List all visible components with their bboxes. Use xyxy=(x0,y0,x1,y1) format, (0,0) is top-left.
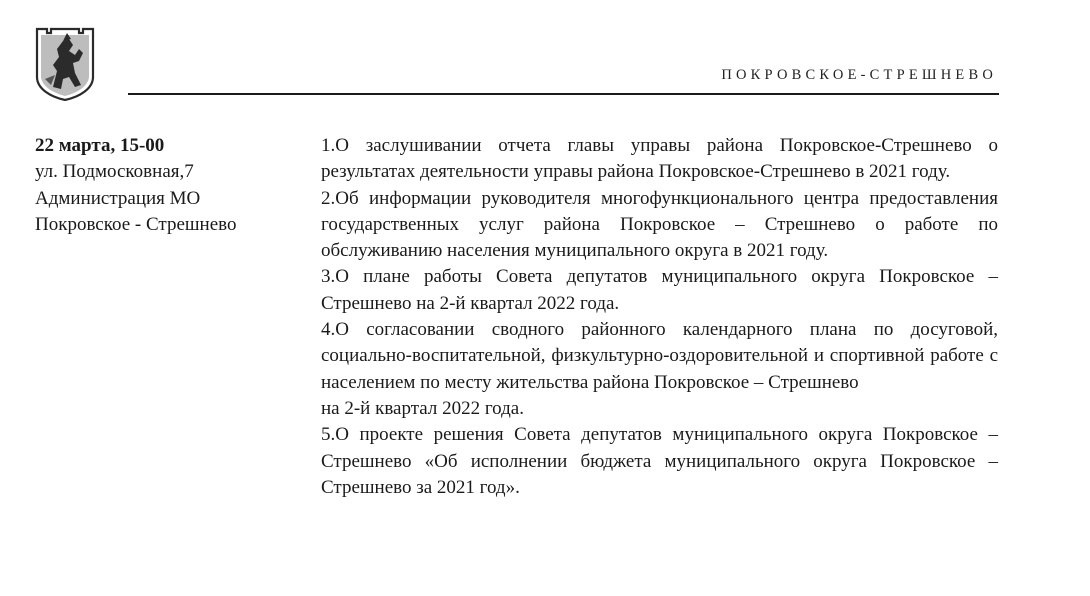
meeting-date-time: 22 марта, 15-00 xyxy=(35,135,165,156)
meeting-venue-line-2: Покровское - Стрешнево xyxy=(35,213,237,235)
agenda-item-1: 1.О заслушивании отчета главы управы района Покровское-Стрешнево о результатах деятельности управы района Покровское-Стрешнево в 2021 году. xyxy=(321,135,998,183)
district-header-title: ПОКРОВСКОЕ-СТРЕШНЕВО xyxy=(721,67,997,83)
meeting-address: ул. Подмосковная,7 xyxy=(35,161,194,183)
agenda-item-3: 3.О плане работы Совета депутатов муниципального округа Покровское – Стрешнево на 2-й квартал 2022 года. xyxy=(321,266,998,314)
coat-of-arms-icon xyxy=(33,27,97,101)
meeting-venue-line-1: Администрация МО xyxy=(35,187,201,209)
header-divider xyxy=(128,93,999,95)
agenda-item-4-continuation: на 2-й квартал 2022 года. xyxy=(321,397,524,419)
meeting-info xyxy=(35,133,295,238)
agenda-item-5: 5.О проекте решения Совета депутатов муниципального округа Покровское – Стрешнево «Об исполнении бюджета муниципального округа Покровское – Стрешнево за 2021 год». xyxy=(321,424,998,498)
agenda-item-2: 2.Об информации руководителя многофункционального центра предоставления государственных услуг района Покровское – Стрешнево о работе по обслуживанию населения муниципального округа в 2021 году. xyxy=(321,187,998,262)
agenda-item-4: 4.О согласовании сводного районного календарного плана по досуговой, социально-воспитательной, физкультурно-оздоровительной и спортивной работе с населением по месту жительства района Покровское – Стрешнево xyxy=(321,319,998,393)
agenda-list xyxy=(321,133,998,501)
